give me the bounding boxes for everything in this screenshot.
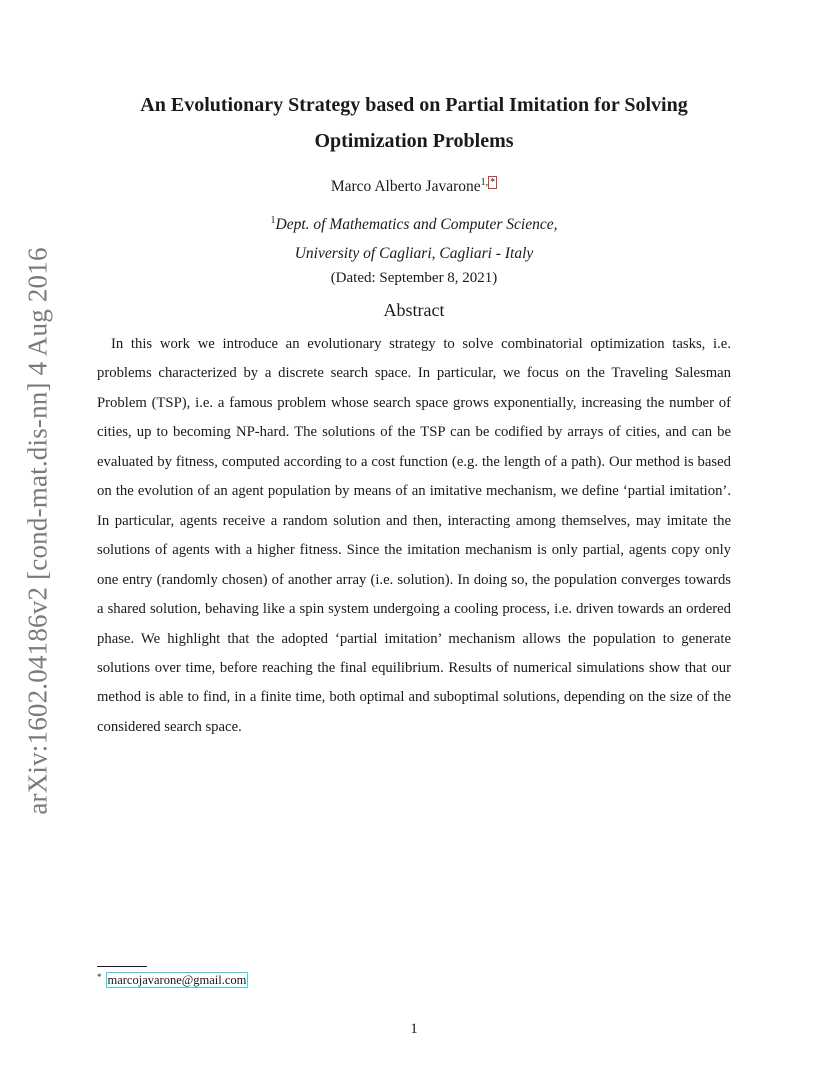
affiliation-line-2: University of Cagliari, Cagliari - Italy bbox=[294, 245, 534, 262]
arxiv-sidebar bbox=[18, 244, 58, 818]
author-affiliation-mark: 1, * bbox=[480, 177, 496, 188]
paper-title bbox=[0, 87, 828, 159]
author-line bbox=[0, 176, 828, 196]
abstract-heading: Abstract bbox=[383, 300, 445, 320]
arxiv-identifier: arXiv:1602.04186v2 [cond-mat.dis-nn] 4 Aug 2016 bbox=[22, 247, 53, 815]
affiliation-mark: 1 bbox=[270, 215, 276, 226]
title-line-1: An Evolutionary Strategy based on Partial Imitation for Solving bbox=[140, 94, 688, 116]
author-name: Marco Alberto Javarone bbox=[330, 178, 481, 195]
footnote bbox=[97, 972, 248, 988]
email-link[interactable]: marcojavarone@gmail.com bbox=[107, 973, 247, 987]
footnote-rule bbox=[97, 966, 147, 967]
affiliation-dept: Dept. of Mathematics and Computer Science, bbox=[275, 216, 558, 233]
date-line: (Dated: September 8, 2021) bbox=[330, 270, 498, 286]
footnote-mark: * bbox=[97, 972, 102, 982]
affiliation bbox=[0, 206, 828, 268]
author-footnote-link[interactable]: * bbox=[490, 177, 496, 188]
title-line-2: Optimization Problems bbox=[314, 130, 514, 152]
abstract-body: In this work we introduce an evolutionary strategy to solve combinatorial optimization tasks, i.e. problems characterized by a discrete search space. In particular, we focus on the Traveling Salesman Problem (TSP), i.e. a famous problem whose search space grows exponentially, increasing the number of cities, up to becoming NP-hard. The solutions of the TSP can be codified by arrays of cities, and can be evaluated by fitness, computed according to a cost function (e.g. the length of a path). Our method is based on the evolution of an agent population by means of an imitative mechanism, we define ‘partial imitation’. In particular, agents receive a random solution and then, interacting among themselves, may imitate the solutions of agents with a higher fitness. Since the imitation mechanism is only partial, agents copy only one entry (randomly chosen) of another array (i.e. solution). In doing so, the population converges towards a shared solution, behaving like a spin system undergoing a cooling process, i.e. driven towards an ordered phase. We highlight that the adopted ‘partial imitation’ mechanism allows the population to generate solutions over time, before reaching the final equilibrium. Results of numerical simulations show that our method is able to find, in a finite time, both optimal and suboptimal solutions, depending on the size of the considered search space. bbox=[97, 336, 731, 735]
affiliation-line-1 bbox=[0, 206, 828, 239]
page-number: 1 bbox=[410, 1021, 418, 1037]
